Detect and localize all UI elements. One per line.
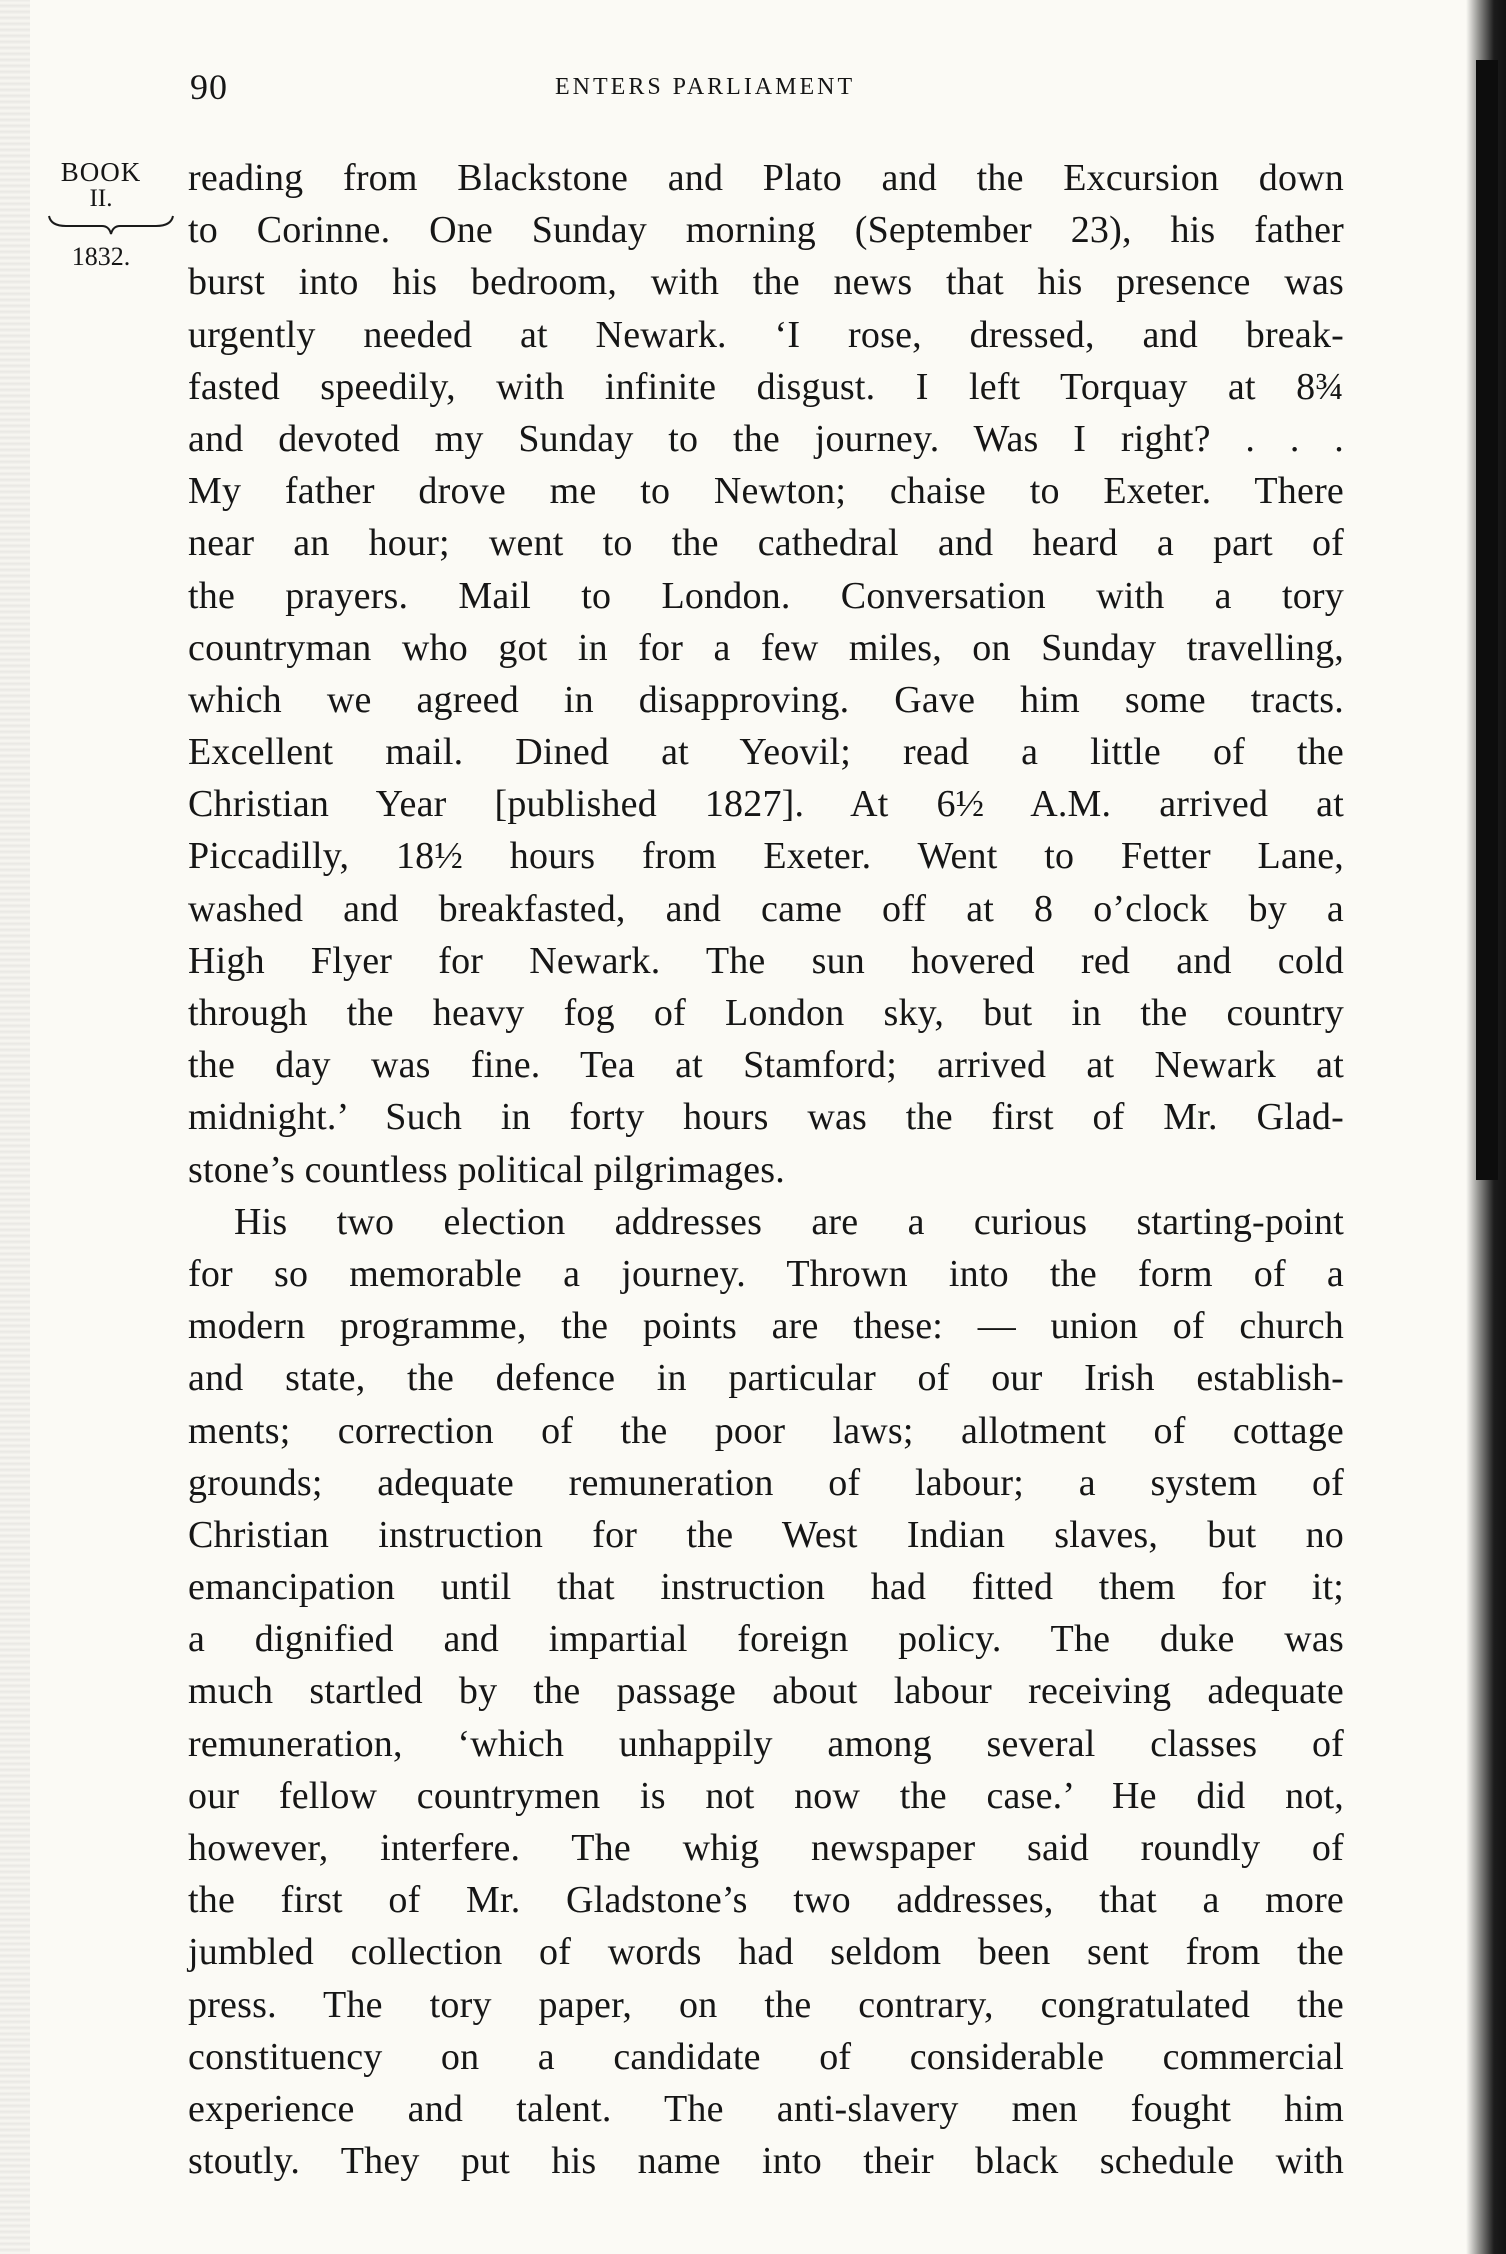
text-line: My father drove me to Newton; chaise to Exeter. There [188, 470, 1344, 513]
text-line: midnight.’ Such in forty hours was the first of Mr. Glad- [188, 1096, 1344, 1139]
scan-shadow-left [0, 0, 30, 2254]
scan-shadow-right [1466, 0, 1506, 2254]
text-line: countryman who got in for a few miles, on Sunday travelling, [188, 626, 1344, 669]
text-line: Christian Year [published 1827]. At 6½ A.M. arrived at [188, 783, 1344, 826]
margin-book-label: BOOK [60, 157, 142, 187]
margin-note [46, 158, 156, 272]
text-line: and state, the defence in particular of our Irish establish- [188, 1357, 1344, 1400]
text-line: High Flyer for Newark. The sun hovered red and cold [188, 939, 1344, 982]
text-line: for so memorable a journey. Thrown into the form of a [188, 1252, 1344, 1295]
margin-volume-label: II. [89, 185, 113, 212]
text-line: Excellent mail. Dined at Yeovil; read a little of the [188, 731, 1344, 774]
paragraph-end-line: stone’s countless political pilgrimages. [188, 1148, 785, 1191]
page-number: 90 [190, 67, 228, 107]
brace-icon [46, 214, 176, 236]
text-line: however, interfere. The whig newspaper said roundly of [188, 1827, 1344, 1869]
scan-binding-streak [1476, 60, 1498, 1180]
page-header [0, 66, 1506, 110]
margin-year-label: 1832. [71, 242, 131, 271]
text-line: to Corinne. One Sunday morning (September 23), his father [188, 209, 1344, 252]
text-line: Christian instruction for the West Indian slaves, but no [188, 1513, 1344, 1556]
text-line: stoutly. They put his name into their black schedule with [188, 2140, 1344, 2183]
body-text [188, 152, 1344, 2187]
text-line: press. The tory paper, on the contrary, congratulated the [188, 1983, 1344, 2026]
text-line: the prayers. Mail to London. Conversation with a tory [188, 574, 1344, 617]
text-line: constituency on a candidate of considerable commercial [188, 2035, 1344, 2078]
text-line: much startled by the passage about labour receiving adequate [188, 1670, 1344, 1713]
text-line: ments; correction of the poor laws; allotment of cottage [188, 1409, 1344, 1452]
text-line: urgently needed at Newark. ‘I rose, dressed, and break- [188, 313, 1344, 356]
text-line: jumbled collection of words had seldom been sent from the [188, 1931, 1344, 1974]
text-line: grounds; adequate remuneration of labour; a system of [188, 1461, 1344, 1504]
text-line: the day was fine. Tea at Stamford; arrived at Newark at [188, 1044, 1344, 1087]
paragraph-start-line: His two election addresses are a curious starting-point [234, 1200, 1344, 1243]
text-line: and devoted my Sunday to the journey. Was I right? . . . [188, 417, 1344, 460]
text-line: Piccadilly, 18½ hours from Exeter. Went to Fetter Lane, [188, 835, 1344, 878]
text-line: washed and breakfasted, and came off at 8 o’clock by a [188, 887, 1344, 930]
running-head: ENTERS PARLIAMENT [555, 74, 856, 100]
text-line: our fellow countrymen is not now the case.’ He did not, [188, 1774, 1344, 1817]
text-line: through the heavy fog of London sky, but in the country [188, 992, 1344, 1034]
text-line: a dignified and impartial foreign policy. The duke was [188, 1618, 1344, 1661]
text-line: near an hour; went to the cathedral and heard a part of [188, 522, 1344, 565]
text-line: the first of Mr. Gladstone’s two addresses, that a more [188, 1879, 1344, 1922]
text-line: remuneration, ‘which unhappily among several classes of [188, 1722, 1344, 1765]
text-line: which we agreed in disapproving. Gave him some tracts. [188, 678, 1344, 721]
text-line: reading from Blackstone and Plato and the Excursion down [188, 157, 1344, 199]
text-line: experience and talent. The anti-slavery men fought him [188, 2087, 1344, 2130]
text-line: fasted speedily, with infinite disgust. I left Torquay at 8¾ [188, 365, 1344, 408]
text-line: modern programme, the points are these: — union of church [188, 1305, 1344, 1348]
text-line: burst into his bedroom, with the news that his presence was [188, 261, 1344, 304]
text-line: emancipation until that instruction had fitted them for it; [188, 1566, 1344, 1609]
